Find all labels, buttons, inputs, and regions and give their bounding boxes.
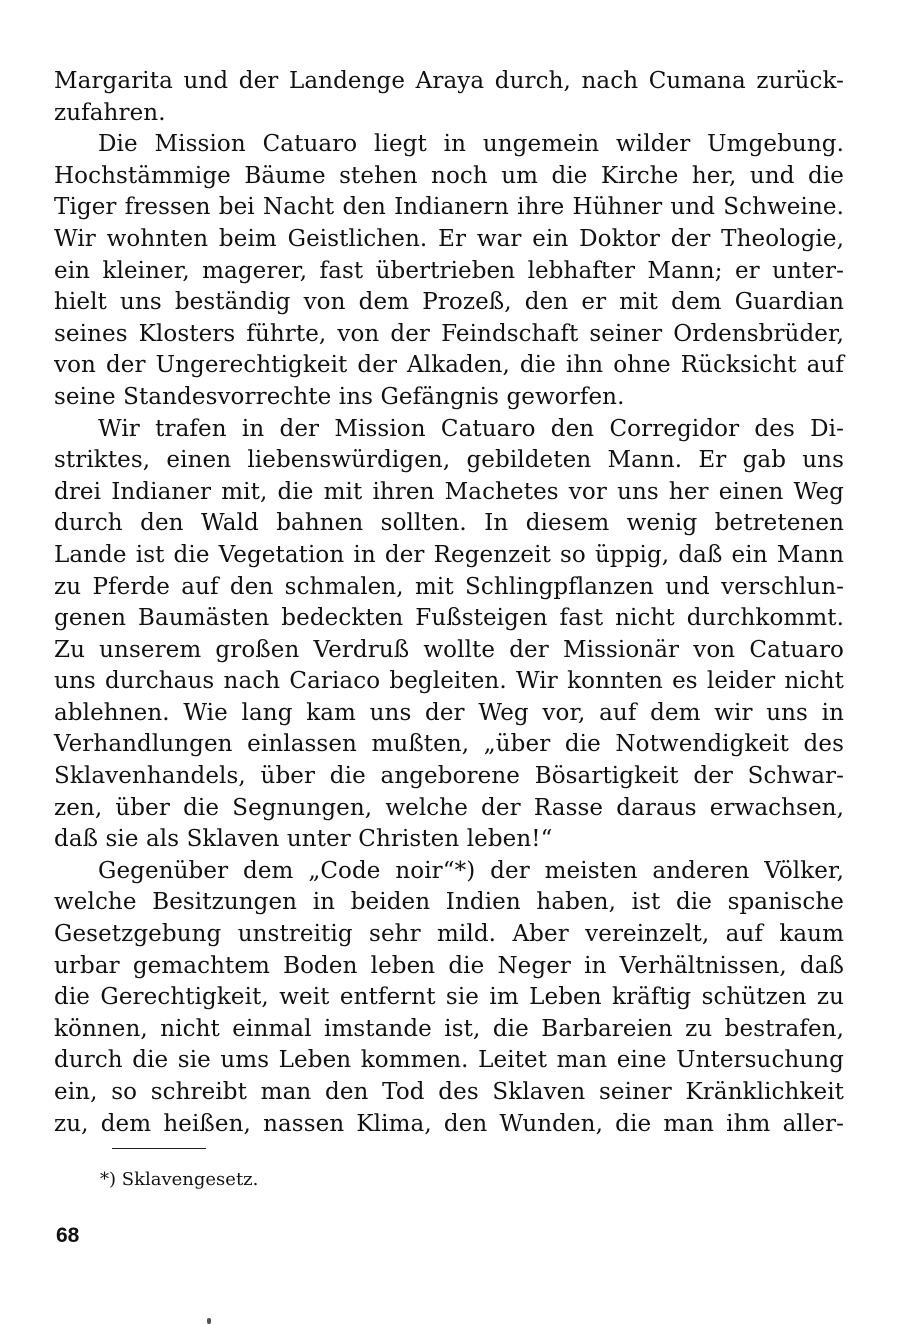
- text-line: Sklavenhandels, über die angeborene Bösartigkeit der Schwar-: [54, 763, 844, 790]
- text-line: zu Pferde auf den schmalen, mit Schlingpflanzen und verschlun-: [54, 573, 844, 600]
- text-line: ein kleiner, magerer, fast übertrieben lebhafter Mann; er unter-: [54, 257, 844, 284]
- paragraph-start: Wir trafen in der Mission Catuaro den Corregidor des Di-: [98, 415, 844, 442]
- text-line: drei Indianer mit, die mit ihren Machetes vor uns her einen Weg: [54, 478, 844, 505]
- text-line: Verhandlungen einlassen mußten, „über die Notwendigkeit des: [54, 731, 844, 758]
- footnote: *) Sklavengesetz.: [100, 1169, 259, 1190]
- text-line: genen Baumästen bedeckten Fußsteigen fast nicht durchkommt.: [54, 605, 844, 632]
- text-line: durch den Wald bahnen sollten. In diesem wenig betretenen: [54, 510, 844, 537]
- text-line: Margarita und der Landenge Araya durch, nach Cumana zurück-: [54, 68, 844, 94]
- paper-speck: [207, 1318, 211, 1324]
- text-line: ein, so schreibt man den Tod des Sklaven seiner Kränklichkeit: [54, 1079, 844, 1105]
- text-line: zufahren.: [54, 99, 166, 126]
- text-line: hielt uns beständig von dem Prozeß, den er mit dem Guardian: [54, 289, 844, 316]
- text-line: seines Klosters führte, von der Feindschaft seiner Ordensbrüder,: [54, 320, 844, 347]
- text-line: daß sie als Sklaven unter Christen leben!“: [54, 826, 553, 853]
- text-line: durch die sie ums Leben kommen. Leitet man eine Untersuchung: [54, 1047, 844, 1074]
- text-line: können, nicht einmal imstande ist, die Barbareien zu bestrafen,: [54, 1015, 844, 1042]
- text-line: Tiger fressen bei Nacht den Indianern ihre Hühner und Schweine.: [54, 194, 844, 221]
- footnote-divider: [112, 1148, 206, 1149]
- text-line: von der Ungerechtigkeit der Alkaden, die ihn ohne Rücksicht auf: [54, 352, 844, 379]
- text-line: striktes, einen liebenswürdigen, gebildeten Mann. Er gab uns: [54, 447, 844, 474]
- text-line: Zu unserem großen Verdruß wollte der Missionär von Catuaro: [54, 636, 844, 663]
- text-line: zu, dem heißen, nassen Klima, den Wunden, die man ihm aller-: [54, 1110, 844, 1137]
- text-line: seine Standesvorrechte ins Gefängnis geworfen.: [54, 383, 625, 410]
- text-line: urbar gemachtem Boden leben die Neger in Verhältnissen, daß: [54, 952, 844, 979]
- text-line: die Gerechtigkeit, weit entfernt sie im Leben kräftig schützen zu: [54, 984, 844, 1011]
- text-line: welche Besitzungen in beiden Indien haben, ist die spanische: [54, 889, 844, 916]
- paragraph-start: Die Mission Catuaro liegt in ungemein wilder Umgebung.: [98, 131, 844, 158]
- text-line: Gesetzgebung unstreitig sehr mild. Aber vereinzelt, auf kaum: [54, 921, 844, 948]
- text-line: ablehnen. Wie lang kam uns der Weg vor, auf dem wir uns in: [54, 699, 844, 726]
- text-line: Wir wohnten beim Geistlichen. Er war ein Doktor der Theologie,: [54, 225, 844, 252]
- page-number: 68: [56, 1224, 80, 1247]
- text-line: zen, über die Segnungen, welche der Rasse daraus erwachsen,: [54, 794, 844, 821]
- text-line: Lande ist die Vegetation in der Regenzeit so üppig, daß ein Mann: [54, 541, 844, 568]
- body-text: [54, 66, 844, 1140]
- paragraph-start: Gegenüber dem „Code noir“*) der meisten anderen Völker,: [98, 857, 844, 884]
- text-line: Hochstämmige Bäume stehen noch um die Kirche her, und die: [54, 162, 844, 189]
- text-line: uns durchaus nach Cariaco begleiten. Wir konnten es leider nicht: [54, 668, 844, 695]
